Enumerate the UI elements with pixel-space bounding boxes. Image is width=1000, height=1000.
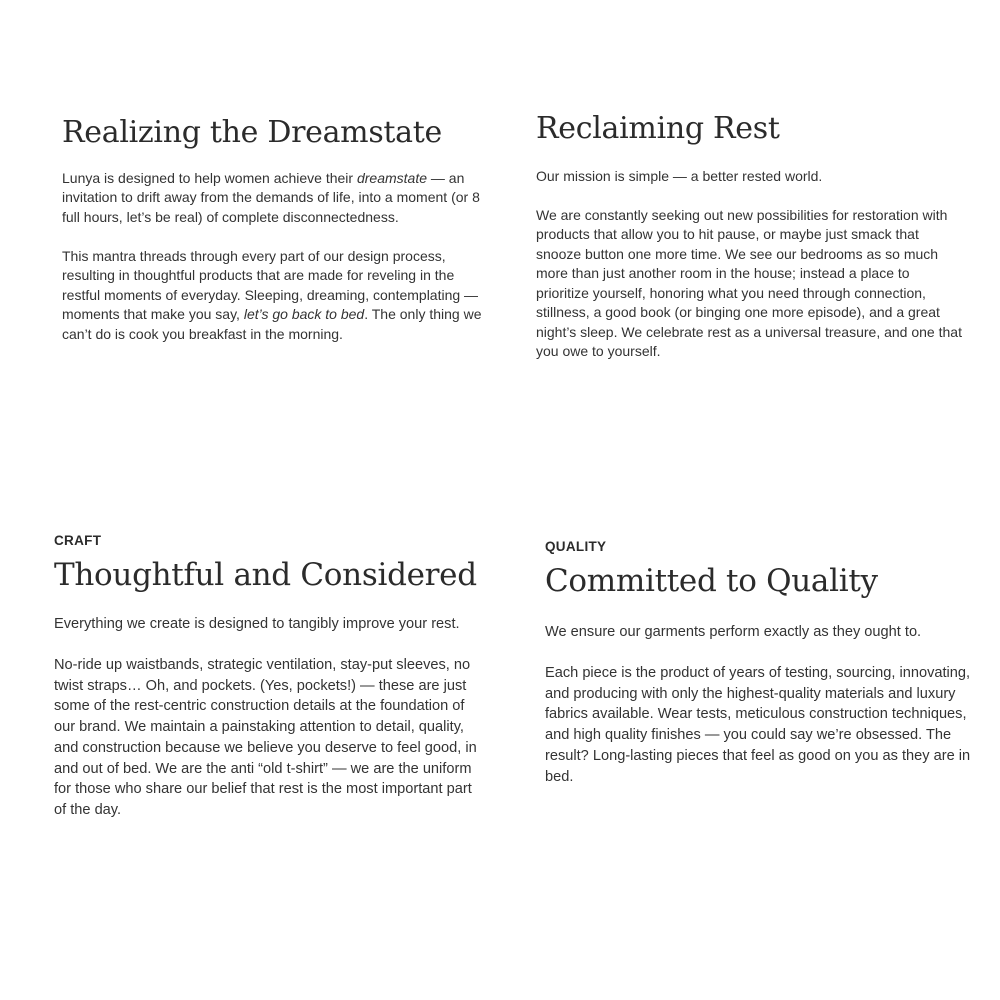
section-paragraph: This mantra threads through every part of our design process, resulting in thoughtful products that are made for reveling in the restful moments of everyday. Sleeping, dreaming, contemplating — moments that make you say, let’s go back to bed. The only thing we can’t do is cook you breakfast in the morning.: [62, 247, 482, 342]
section-title: Realizing the Dreamstate: [62, 115, 442, 150]
section-paragraph: Each piece is the product of years of testing, sourcing, innovating, and producing with only the highest-quality materials and luxury fabrics available. Wear tests, meticulous construction techniques, and high quality finishes — you could say we’re obsessed. The result? Long-lasting pieces that feel as good on you as they are in bed.: [545, 665, 971, 785]
section-title: Reclaiming Rest: [536, 111, 780, 146]
section-quality: [545, 539, 975, 808]
emphasis-text: dreamstate: [356, 169, 428, 186]
section-eyebrow: CRAFT: [54, 533, 102, 548]
section-paragraph: Everything we create is designed to tangibly improve your rest.: [54, 615, 460, 632]
section-eyebrow: QUALITY: [545, 539, 607, 554]
emphasis-text: let’s go back to bed: [243, 306, 365, 322]
section-paragraph: Lunya is designed to help women achieve their dreamstate — an invitation to drift away from the demands of life, into a moment (or 8 full hours, let’s be real) of complete disconnectedness.: [62, 169, 480, 225]
section-reclaiming-rest: [536, 112, 966, 381]
section-paragraph: We ensure our garments perform exactly as they ought to.: [545, 623, 922, 640]
section-realizing-dreamstate: [62, 116, 482, 364]
section-title: Committed to Quality: [545, 563, 878, 599]
section-paragraph: We are constantly seeking out new possibilities for restoration with products that allow you to hit pause, or maybe just smack that snooze button one more time. We see our bedrooms as so much more than just another room in the house; instead a place to prioritize yourself, honoring what you need through connection, stillness, a good book (or binging one more episode), and a great night’s sleep. We celebrate rest as a universal treasure, and one that you owe to yourself.: [536, 206, 962, 359]
section-paragraph: No-ride up waistbands, strategic ventilation, stay-put sleeves, no twist straps… Oh, and pockets. (Yes, pockets!) — these are just some of the rest-centric construction details at the foundation of our brand. We maintain a painstaking attention to detail, quality, and construction because we believe you deserve to feel good, in and out of bed. We are the anti “old t-shirt” — we are the uniform for those who share our belief that rest is the most important part of the day.: [54, 657, 477, 818]
section-craft: [54, 533, 484, 841]
section-paragraph: Our mission is simple — a better rested world.: [536, 167, 823, 184]
section-title: Thoughtful and Considered: [54, 557, 477, 593]
